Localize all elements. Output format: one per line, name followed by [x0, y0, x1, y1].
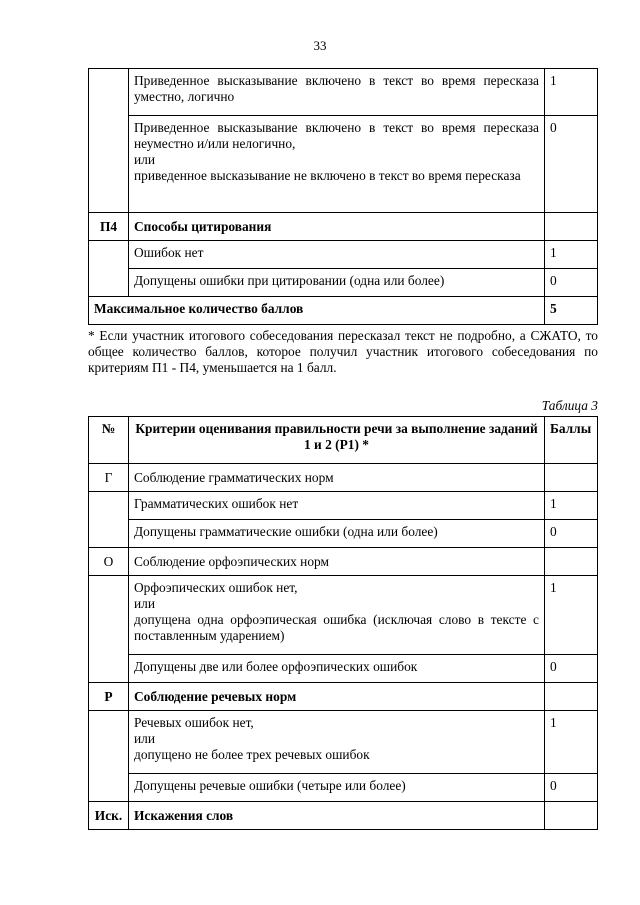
criterion-title: Соблюдение орфоэпических норм: [129, 548, 545, 576]
text-line: Приведенное высказывание включено в текст во время пересказа неуместно и/или нелогично,: [134, 120, 539, 151]
table-row: [89, 297, 598, 325]
score-cell: [545, 213, 598, 241]
text-line: или: [134, 596, 156, 611]
criterion-text: Приведенное высказывание включено в текст во время пересказа уместно, логично: [129, 69, 545, 116]
score-cell: 1: [545, 576, 598, 655]
criterion-code-cell: [89, 241, 129, 297]
table-row: [89, 492, 598, 520]
table-header-row: [89, 417, 598, 464]
page-number: 33: [313, 38, 327, 53]
text-line: Орфоэпических ошибок нет,: [134, 580, 298, 595]
table-row: [89, 711, 598, 774]
table-row: [89, 116, 598, 213]
speech-criteria-table: [88, 416, 598, 830]
score-cell: 0: [545, 655, 598, 683]
table-row: [89, 774, 598, 802]
criterion-code-cell: [89, 576, 129, 683]
criterion-text: Допущены грамматические ошибки (одна или более): [129, 520, 545, 548]
table-row: [89, 683, 598, 711]
score-cell: [545, 802, 598, 830]
table-row: [89, 520, 598, 548]
criterion-title: Способы цитирования: [129, 213, 545, 241]
criterion-code-cell: [89, 69, 129, 213]
criterion-code: Г: [89, 464, 129, 492]
total-value: 5: [545, 297, 598, 325]
table-row: [89, 576, 598, 655]
table-row: [89, 464, 598, 492]
table-row: [89, 269, 598, 297]
criterion-code: Иск.: [89, 802, 129, 830]
text-line: допущено не более трех речевых ошибок: [134, 747, 370, 762]
score-cell: 1: [545, 492, 598, 520]
score-cell: [545, 548, 598, 576]
table-row: [89, 655, 598, 683]
criterion-text: [129, 576, 545, 655]
header-score: Баллы: [545, 417, 598, 464]
text-line: Речевых ошибок нет,: [134, 715, 254, 730]
score-cell: 1: [545, 711, 598, 774]
text-line: или: [134, 731, 156, 746]
header-criteria: Критерии оценивания правильности речи за выполнение заданий 1 и 2 (Р1) *: [129, 417, 545, 464]
criterion-code: Р: [89, 683, 129, 711]
criteria-table-continued: [88, 68, 598, 325]
header-num: №: [89, 417, 129, 464]
table-row: [89, 802, 598, 830]
criterion-text: Допущены ошибки при цитировании (одна или более): [129, 269, 545, 297]
criterion-text: Допущены две или более орфоэпических ошибок: [129, 655, 545, 683]
criterion-text: Допущены речевые ошибки (четыре или более): [129, 774, 545, 802]
total-label: Максимальное количество баллов: [89, 297, 545, 325]
criterion-title: Соблюдение грамматических норм: [129, 464, 545, 492]
table-caption: Таблица 3: [541, 398, 598, 413]
score-cell: 0: [545, 116, 598, 213]
criterion-title: Соблюдение речевых норм: [129, 683, 545, 711]
criterion-text: [129, 711, 545, 774]
criterion-code: П4: [89, 213, 129, 241]
score-cell: 0: [545, 520, 598, 548]
text-line: или: [134, 152, 156, 167]
criterion-code-cell: [89, 492, 129, 548]
text-line: допущена одна орфоэпическая ошибка (исключая слово в тексте с поставленным ударением): [134, 612, 539, 643]
criterion-text: Ошибок нет: [129, 241, 545, 269]
score-cell: 0: [545, 774, 598, 802]
score-cell: [545, 683, 598, 711]
text-line: приведенное высказывание не включено в текст во время пересказа: [134, 168, 521, 183]
table-row: [89, 241, 598, 269]
score-cell: 1: [545, 69, 598, 116]
score-cell: [545, 464, 598, 492]
criterion-title: Искажения слов: [129, 802, 545, 830]
footnote: * Если участник итогового собеседования пересказал текст не подробно, а СЖАТО, то общее количество баллов, которое получил участник итогового собеседования по критериям П1 - П4, уменьшается на 1 балл.: [88, 328, 598, 375]
table-row: [89, 69, 598, 116]
criterion-code-cell: [89, 711, 129, 802]
criterion-text: Грамматических ошибок нет: [129, 492, 545, 520]
table-row: [89, 548, 598, 576]
criterion-text: [129, 116, 545, 213]
table-row: [89, 213, 598, 241]
score-cell: 0: [545, 269, 598, 297]
criterion-code: О: [89, 548, 129, 576]
score-cell: 1: [545, 241, 598, 269]
